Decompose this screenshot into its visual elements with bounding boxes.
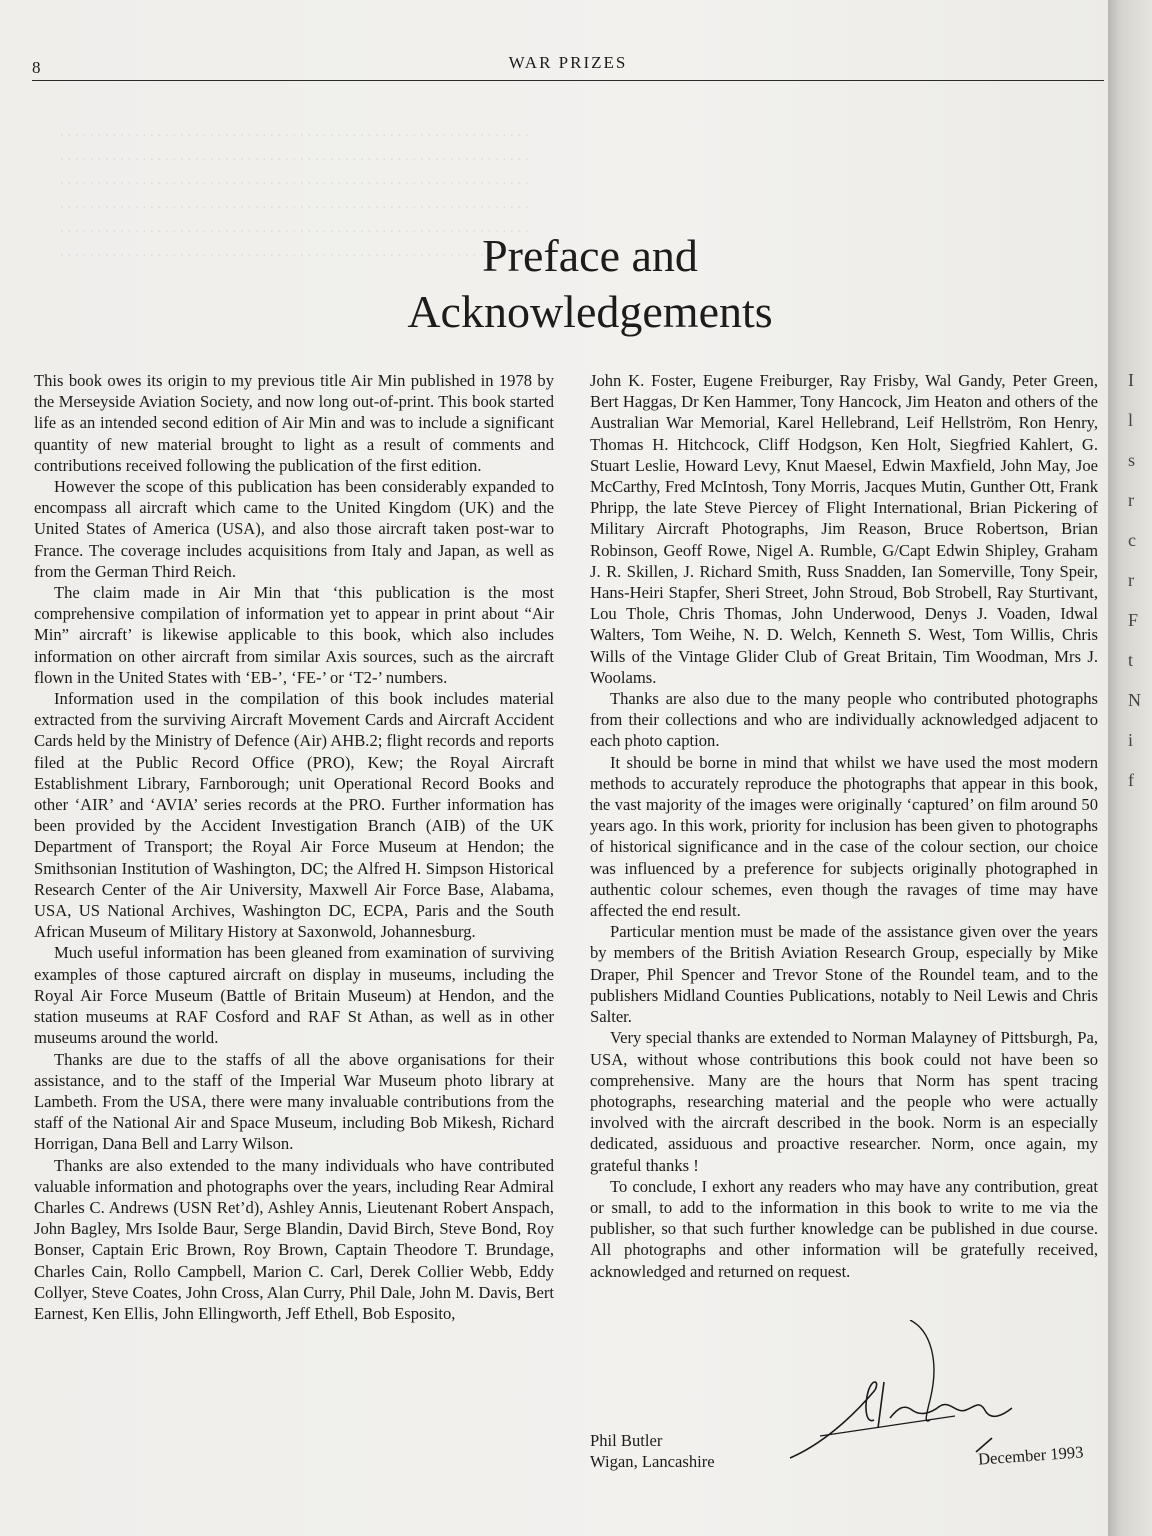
title-line-2: Acknowledgements	[407, 286, 773, 337]
paragraph: Information used in the compilation of this book includes material extracted from the surviving Aircraft Movement Cards and Aircraft Accident Cards held by the Ministry of Defence (Air) AHB.2; flight records and reports filed at the Public Record Office (PRO), Kew; the Royal Aircraft Establishment Library, Farnborough; unit Operational Record Books and other ‘AIR’ and ‘AVIA’ series records at the PRO. Further information has been provided by the Accident Investigation Branch (AIB) of the UK Department of Transport; the Royal Air Force Museum at Hendon; the Smithsonian Institution of Washington, DC; the Alfred H. Simpson Historical Research Center of the Air University, Maxwell Air Force Base, Alabama, USA, US National Archives, Washington DC, ECPA, Paris and the South African Museum of Military History at Saxonwold, Johannesburg.	[34, 689, 554, 942]
paragraph: Much useful information has been gleaned from examination of surviving examples of those captured aircraft on display in museums, including the Royal Air Force Museum (Battle of Britain Museum) at Hendon, and the station museums at RAF Cosford and RAF St Athan, as well as in other museums around the world.	[34, 943, 554, 1048]
paragraph: Thanks are due to the staffs of all the above organisations for their assistance, and to the staff of the Imperial War Museum photo library at Lambeth. From the USA, there were many invaluable contributions from the staff of the National Air and Space Museum, including Bob Mikesh, Richard Horrigan, Dana Bell and Larry Wilson.	[34, 1049, 554, 1154]
paragraph: To conclude, I exhort any readers who may have any contribution, great or small, to add to the information in this book to write to me via the publisher, so that such further knowledge can be published in due course. All photographs and other information will be gratefully received, acknowledged and returned on request.	[590, 1176, 1098, 1281]
author-signoff	[590, 1430, 715, 1472]
show-through-text: . . . . . . . . . . . . . . . . . . . . . . . . . . . . . . . . . . . . . . . . . . . . . . . . . . . . . . . . . . . . . . . . . . . . . . . . . . . . . . . . . . . . . . . . . . . . . . . . . . . . . . . . . . . . . . . . . . . . . . . . . . . . . . . . . . . . . . . . . . . . . . . . . . . . . . . . . . . . . . . . . . . . . . . . . . . . . . . . . . . . . . . . . . . . . . . . . . . . . . . . . . . . . . . . . . . . . . . . . . . . . . . . . . . . . . . . . . . . . . . . . . . . . . . . . . . . . . . . . . . . . . . . . . . . . . . . . . . . . . . . . . . . . . . . . . . . . . . . . . . . . . . . . . . . . . . . . . . . . . . . . . . . . . . . . . . . . . . . . . . . . . . . . . . . . . . . . . . . . . . . . . . . . . . . . . . . . . . . . .	[60, 124, 529, 260]
paragraph: It should be borne in mind that whilst we have used the most modern methods to accurately reproduce the photographs that appear in this book, the vast majority of the images were originally ‘captured’ on film around 50 years ago. In this work, priority for inclusion has been given to photographs of historical significance and in the case of the colour section, our choice was influenced by a preference for subjects originally photographed in authentic colour schemes, even though the ravages of time may have affected the end result.	[590, 752, 1098, 921]
page-title	[300, 228, 880, 340]
paragraph: However the scope of this publication has been considerably expanded to encompass all aircraft which came to the United Kingdom (UK) and the United States of America (USA), and also those aircraft taken post-war to France. The coverage includes acquisitions from Italy and Japan, as well as from the German Third Reich.	[34, 477, 554, 581]
author-name: Phil Butler	[590, 1431, 663, 1450]
running-head-title: WAR PRIZES	[508, 53, 628, 72]
adjacent-page-text-fragments: I l s r c r F t N i f	[1128, 370, 1141, 790]
right-text-column	[590, 370, 1098, 1282]
paragraph: The claim made in Air Min that ‘this publication is the most comprehensive compilation of information yet to appear in print about “Air Min” aircraft’ is likewise applicable to this book, which also includes information on other aircraft from similar Axis sources, such as the aircraft flown in the United States with ‘EB-’, ‘FE-’ or ‘T2-’ numbers.	[34, 583, 554, 687]
paragraph: Very special thanks are extended to Norman Malayney of Pittsburgh, Pa, USA, without whose contributions this book could not have been so comprehensive. Many are the hours that Norm has spent tracing photographs, researching material and the people who were actually involved with the aircraft described in the book. Norm is an especially dedicated, assiduous and proactive researcher. Norm, once again, my grateful thanks !	[590, 1028, 1098, 1175]
page-number: 8	[32, 58, 41, 77]
title-line-1: Preface and	[482, 230, 698, 281]
author-location: Wigan, Lancashire	[590, 1452, 715, 1471]
preface-date: December 1993	[977, 1442, 1085, 1469]
paragraph: Particular mention must be made of the assistance given over the years by members of the British Aviation Research Group, especially by Mike Draper, Phil Spencer and Trevor Stone of the Roundel team, and to the publishers Midland Counties Publications, notably to Neil Lewis and Chris Salter.	[590, 922, 1098, 1027]
left-text-column	[34, 370, 554, 1324]
signature-block	[590, 1300, 1098, 1500]
paragraph: Thanks are also due to the many people who contributed photographs from their collections and who are individually acknowledged adjacent to each photo caption.	[590, 689, 1098, 751]
paragraph: This book owes its origin to my previous title Air Min published in 1978 by the Merseyside Aviation Society, and now long out-of-print. This book started life as an intended second edition of Air Min and was to include a significant quantity of new material brought to light as a result of comments and contributions received following the publication of the first edition.	[34, 371, 554, 475]
running-header	[32, 50, 1104, 81]
paragraph: John K. Foster, Eugene Freiburger, Ray Frisby, Wal Gandy, Peter Green, Bert Haggas, Dr Ken Hammer, Tony Hancock, Jim Heaton and others of the Australian War Memorial, Karel Hellebrand, Leif Hellström, Ron Henry, Thomas H. Hitchcock, Cliff Hodgson, Ken Holt, Siegfried Kahlert, G. Stuart Leslie, Howard Levy, Knut Maesel, Edwin Maxfield, John May, Joe McCarthy, Fred McIntosh, Tony Morris, Jacques Mutin, Gunther Ott, Frank Phripp, the late Steve Piercey of Flight International, Brian Pickering of Military Aircraft Photographs, Jim Reason, Bruce Robertson, Brian Robinson, Geoff Rowe, Nigel A. Rumble, G/Capt Edwin Shipley, Graham J. R. Skillen, J. Richard Smith, Russ Snadden, Ian Somerville, Tony Speir, Hans-Heiri Stapfer, Sheri Street, John Stroud, Bob Strobell, Ray Sturtivant, Lou Thole, Chris Thomas, John Underwood, Denys J. Voaden, Idwal Walters, Tom Weihe, N. D. Welch, Kenneth S. West, Tom Willis, Chris Wills of the Vintage Glider Club of Great Britain, Tim Woodman, Mrs J. Woolams.	[590, 371, 1098, 687]
paragraph: Thanks are also extended to the many individuals who have contributed valuable information and photographs over the years, including Rear Admiral Charles C. Andrews (USN Ret’d), Ashley Annis, Lieutenant Robert Anspach, John Bagley, Mrs Isolde Baur, Serge Blandin, David Birch, Steve Bond, Roy Bonser, Captain Eric Brown, Roy Brown, Captain Theodore T. Brundage, Charles Cain, Rollo Campbell, Marion C. Carl, Derek Collier Webb, Eddy Collyer, Steve Coates, John Cross, Alan Curry, Phil Dale, John M. Davis, Bert Earnest, Ken Ellis, John Ellingworth, Jeff Ethell, Bob Esposito,	[34, 1155, 554, 1323]
